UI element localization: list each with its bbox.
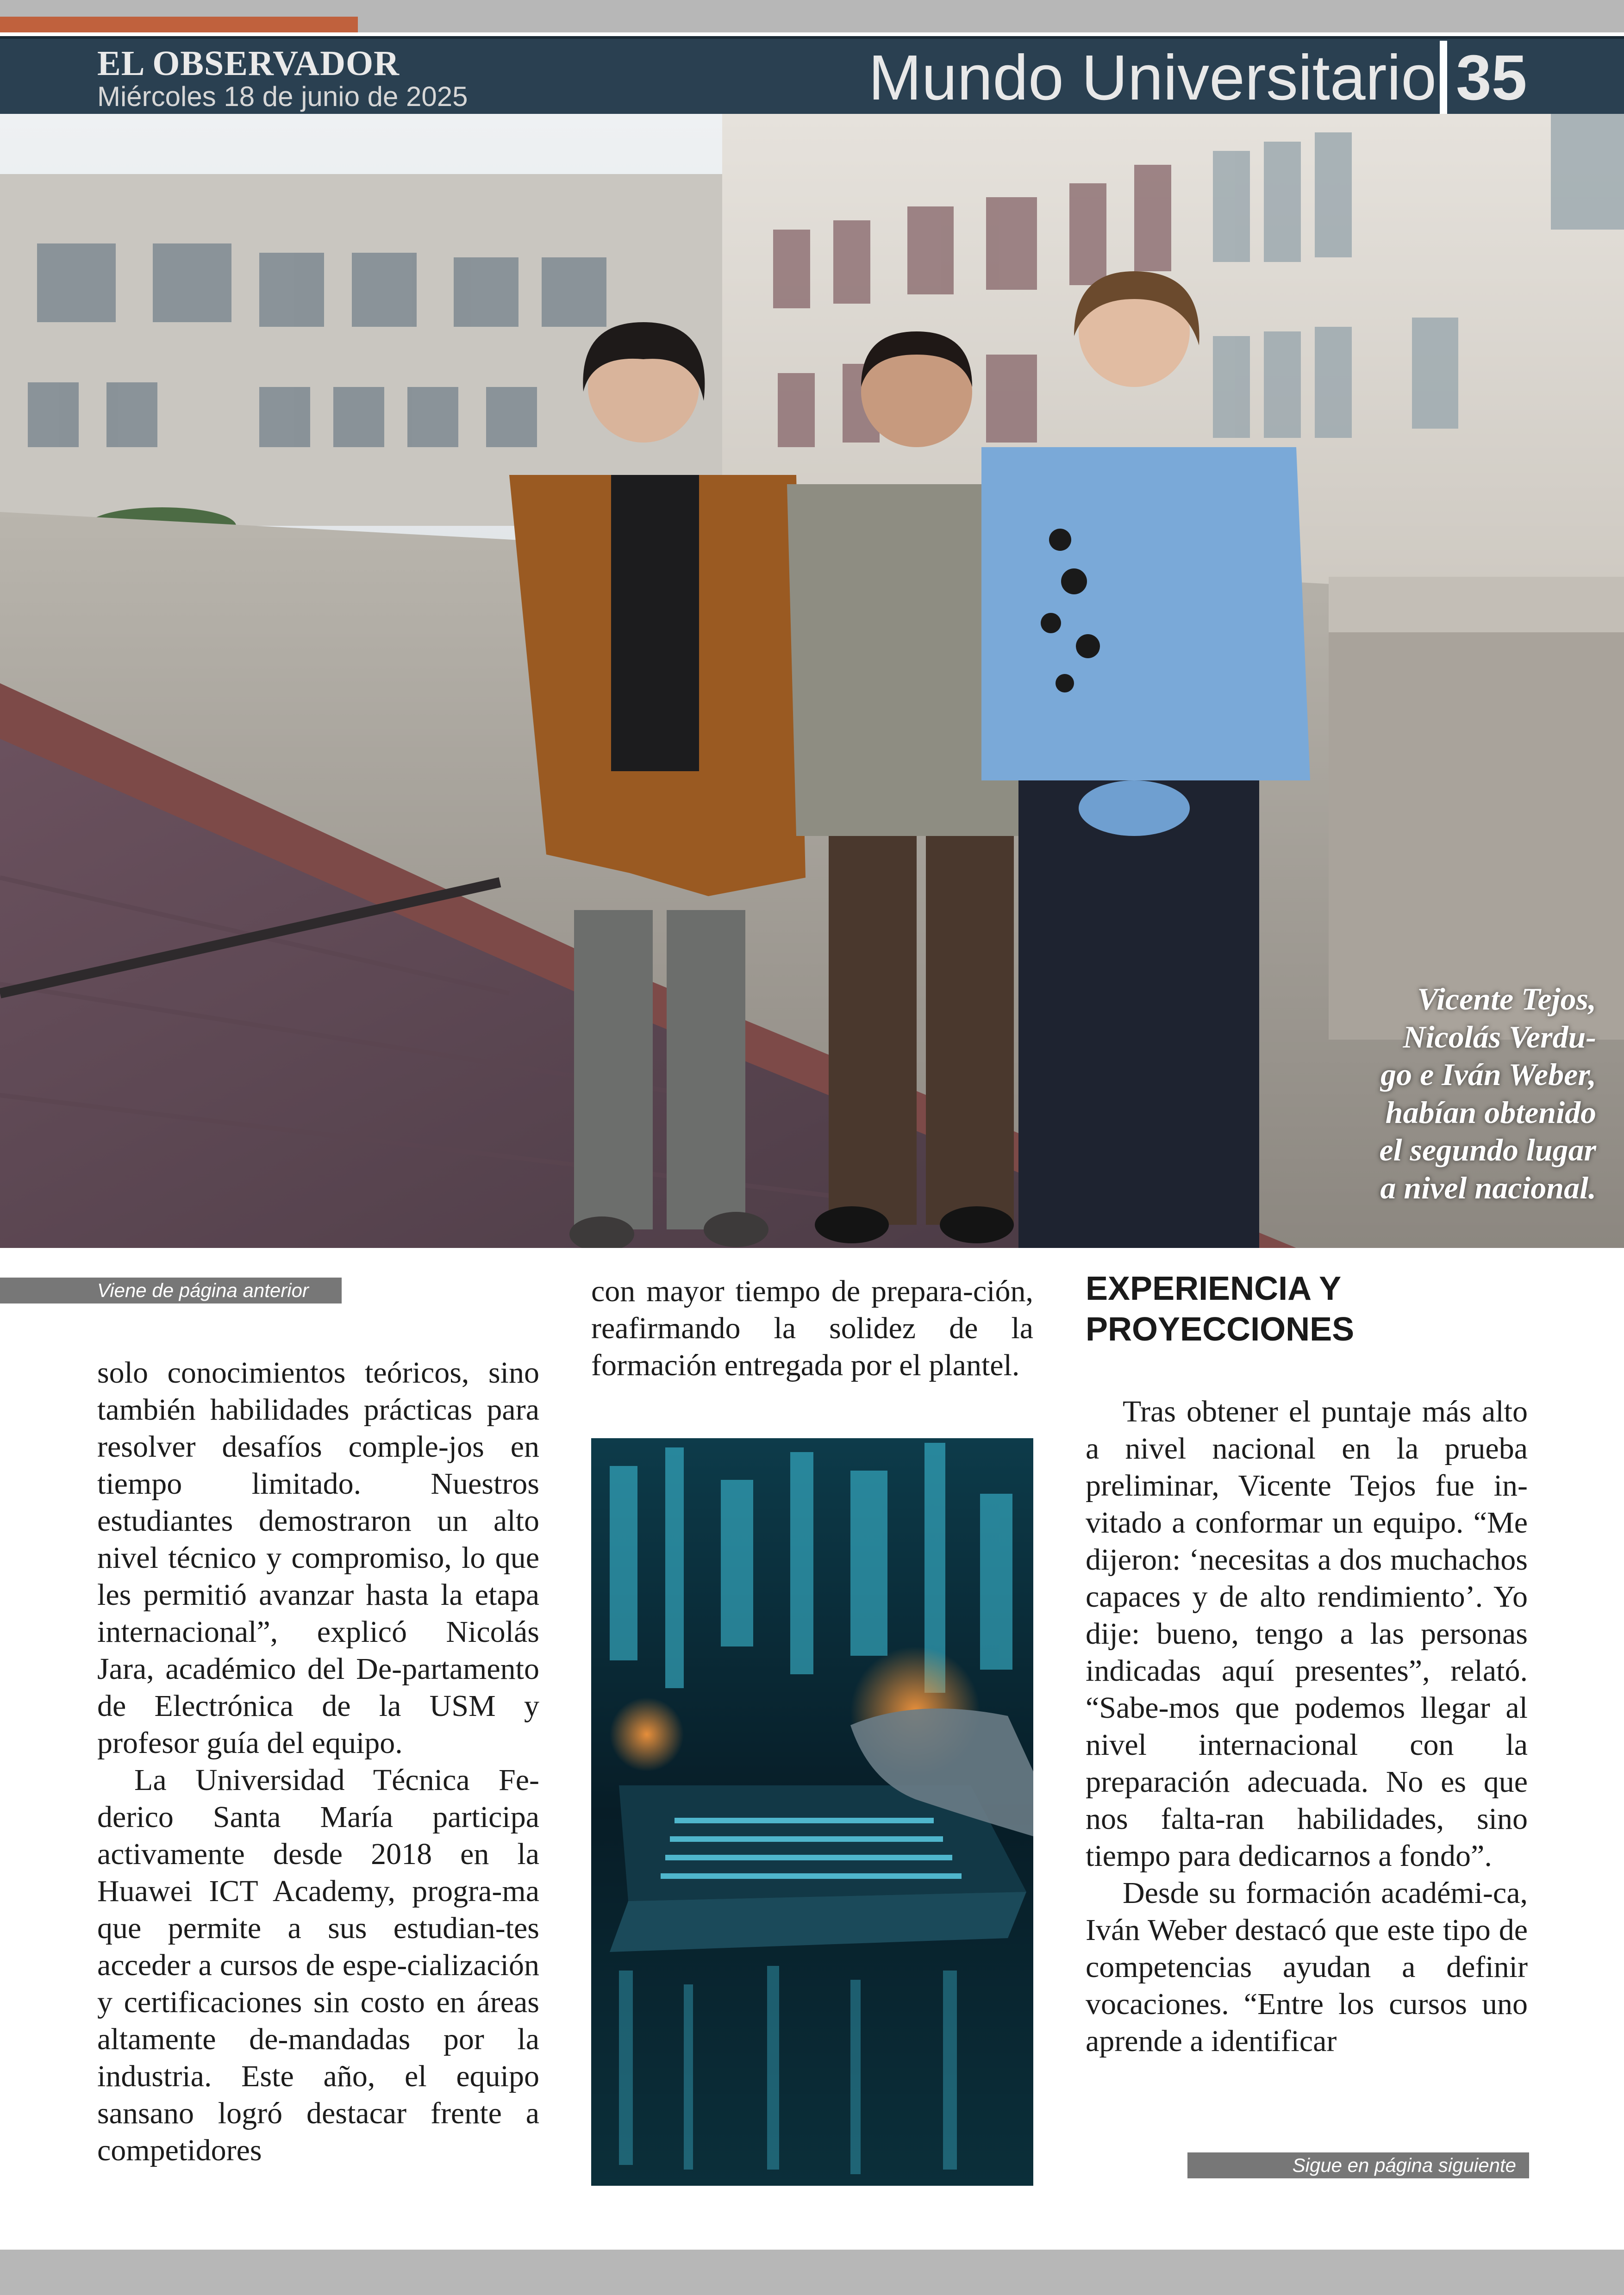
caption-line: Vicente Tejos, — [1417, 981, 1596, 1017]
caption-line: Nicolás Verdu- — [1403, 1019, 1596, 1054]
header-divider — [1440, 41, 1447, 115]
caption-line: el segundo lugar — [1379, 1132, 1596, 1168]
page-header — [0, 36, 1624, 117]
section-title: Mundo Universitario — [868, 42, 1437, 113]
hero-photo — [0, 114, 1624, 1248]
continues-next-tag: Sigue en página siguiente — [1187, 2152, 1529, 2178]
caption-line: habían obtenido — [1385, 1094, 1596, 1130]
accent-strip — [0, 17, 358, 32]
publication-date: Miércoles 18 de junio de 2025 — [97, 81, 468, 112]
newspaper-name: EL OBSERVADOR — [97, 44, 400, 83]
article-column-1 — [97, 1354, 539, 2169]
paragraph: con mayor tiempo de prepara-ción, reafirmando la solidez de la formación entregada por el plantel. — [591, 1274, 1033, 1382]
heading-line: PROYECCIONES — [1086, 1311, 1355, 1348]
caption-line: go e Iván Weber, — [1380, 1057, 1596, 1092]
caption-line: a nivel nacional. — [1380, 1170, 1596, 1205]
article-column-3 — [1086, 1393, 1528, 2060]
article-column-2 — [591, 1273, 1033, 1384]
heading-line: EXPERIENCIA Y — [1086, 1270, 1342, 1307]
laptop-photo-illustration — [591, 1438, 1033, 2186]
paragraph: Desde su formación académi-ca, Iván Weber destacó que este tipo de competencias ayudan a definir vocaciones. “Entre los cursos uno aprende a identificar — [1086, 1876, 1528, 2058]
laptop-photo — [591, 1438, 1033, 2186]
section-heading — [1086, 1268, 1530, 1350]
paragraph: solo conocimientos teóricos, sino también habilidades prácticas para resolver desafíos comple-jos en tiempo limitado. Nuestros estudiantes demostraron un alto nivel técnico y compromiso, lo que les permitió avanzar hasta la etapa internacional”, explicó Nicolás Jara, académico del De-partamento de Electrónica de la USM y profesor guía del equipo. — [97, 1356, 539, 1760]
photo-caption — [1355, 980, 1596, 1207]
continued-from-tag: Viene de página anterior — [0, 1278, 342, 1303]
bottom-gray-band — [0, 2250, 1624, 2295]
paragraph: La Universidad Técnica Fe-derico Santa María participa activamente desde 2018 en la Huawei ICT Academy, progra-ma que permite a sus estudian-tes acceder a cursos de espe-cialización y certificaciones sin costo en áreas altamente de-mandadas por la industria. Este año, el equipo sansano logró destacar frente a competidores — [97, 1763, 539, 2167]
paragraph: Tras obtener el puntaje más alto a nivel nacional en la prueba preliminar, Vicente Tejos fue in-vitado a conformar un equipo. “Me dijeron: ‘necesitas a dos muchachos capaces y de alto rendimiento’. Yo dije: bueno, tengo a las personas indicadas aquí presentes”, relató. “Sabe-mos que podemos llegar al nivel internacional con la preparación adecuada. No es que nos falta-ran habilidades, sino tiempo para dedicarnos a fondo”. — [1086, 1395, 1528, 1873]
page-number: 35 — [1456, 42, 1527, 113]
